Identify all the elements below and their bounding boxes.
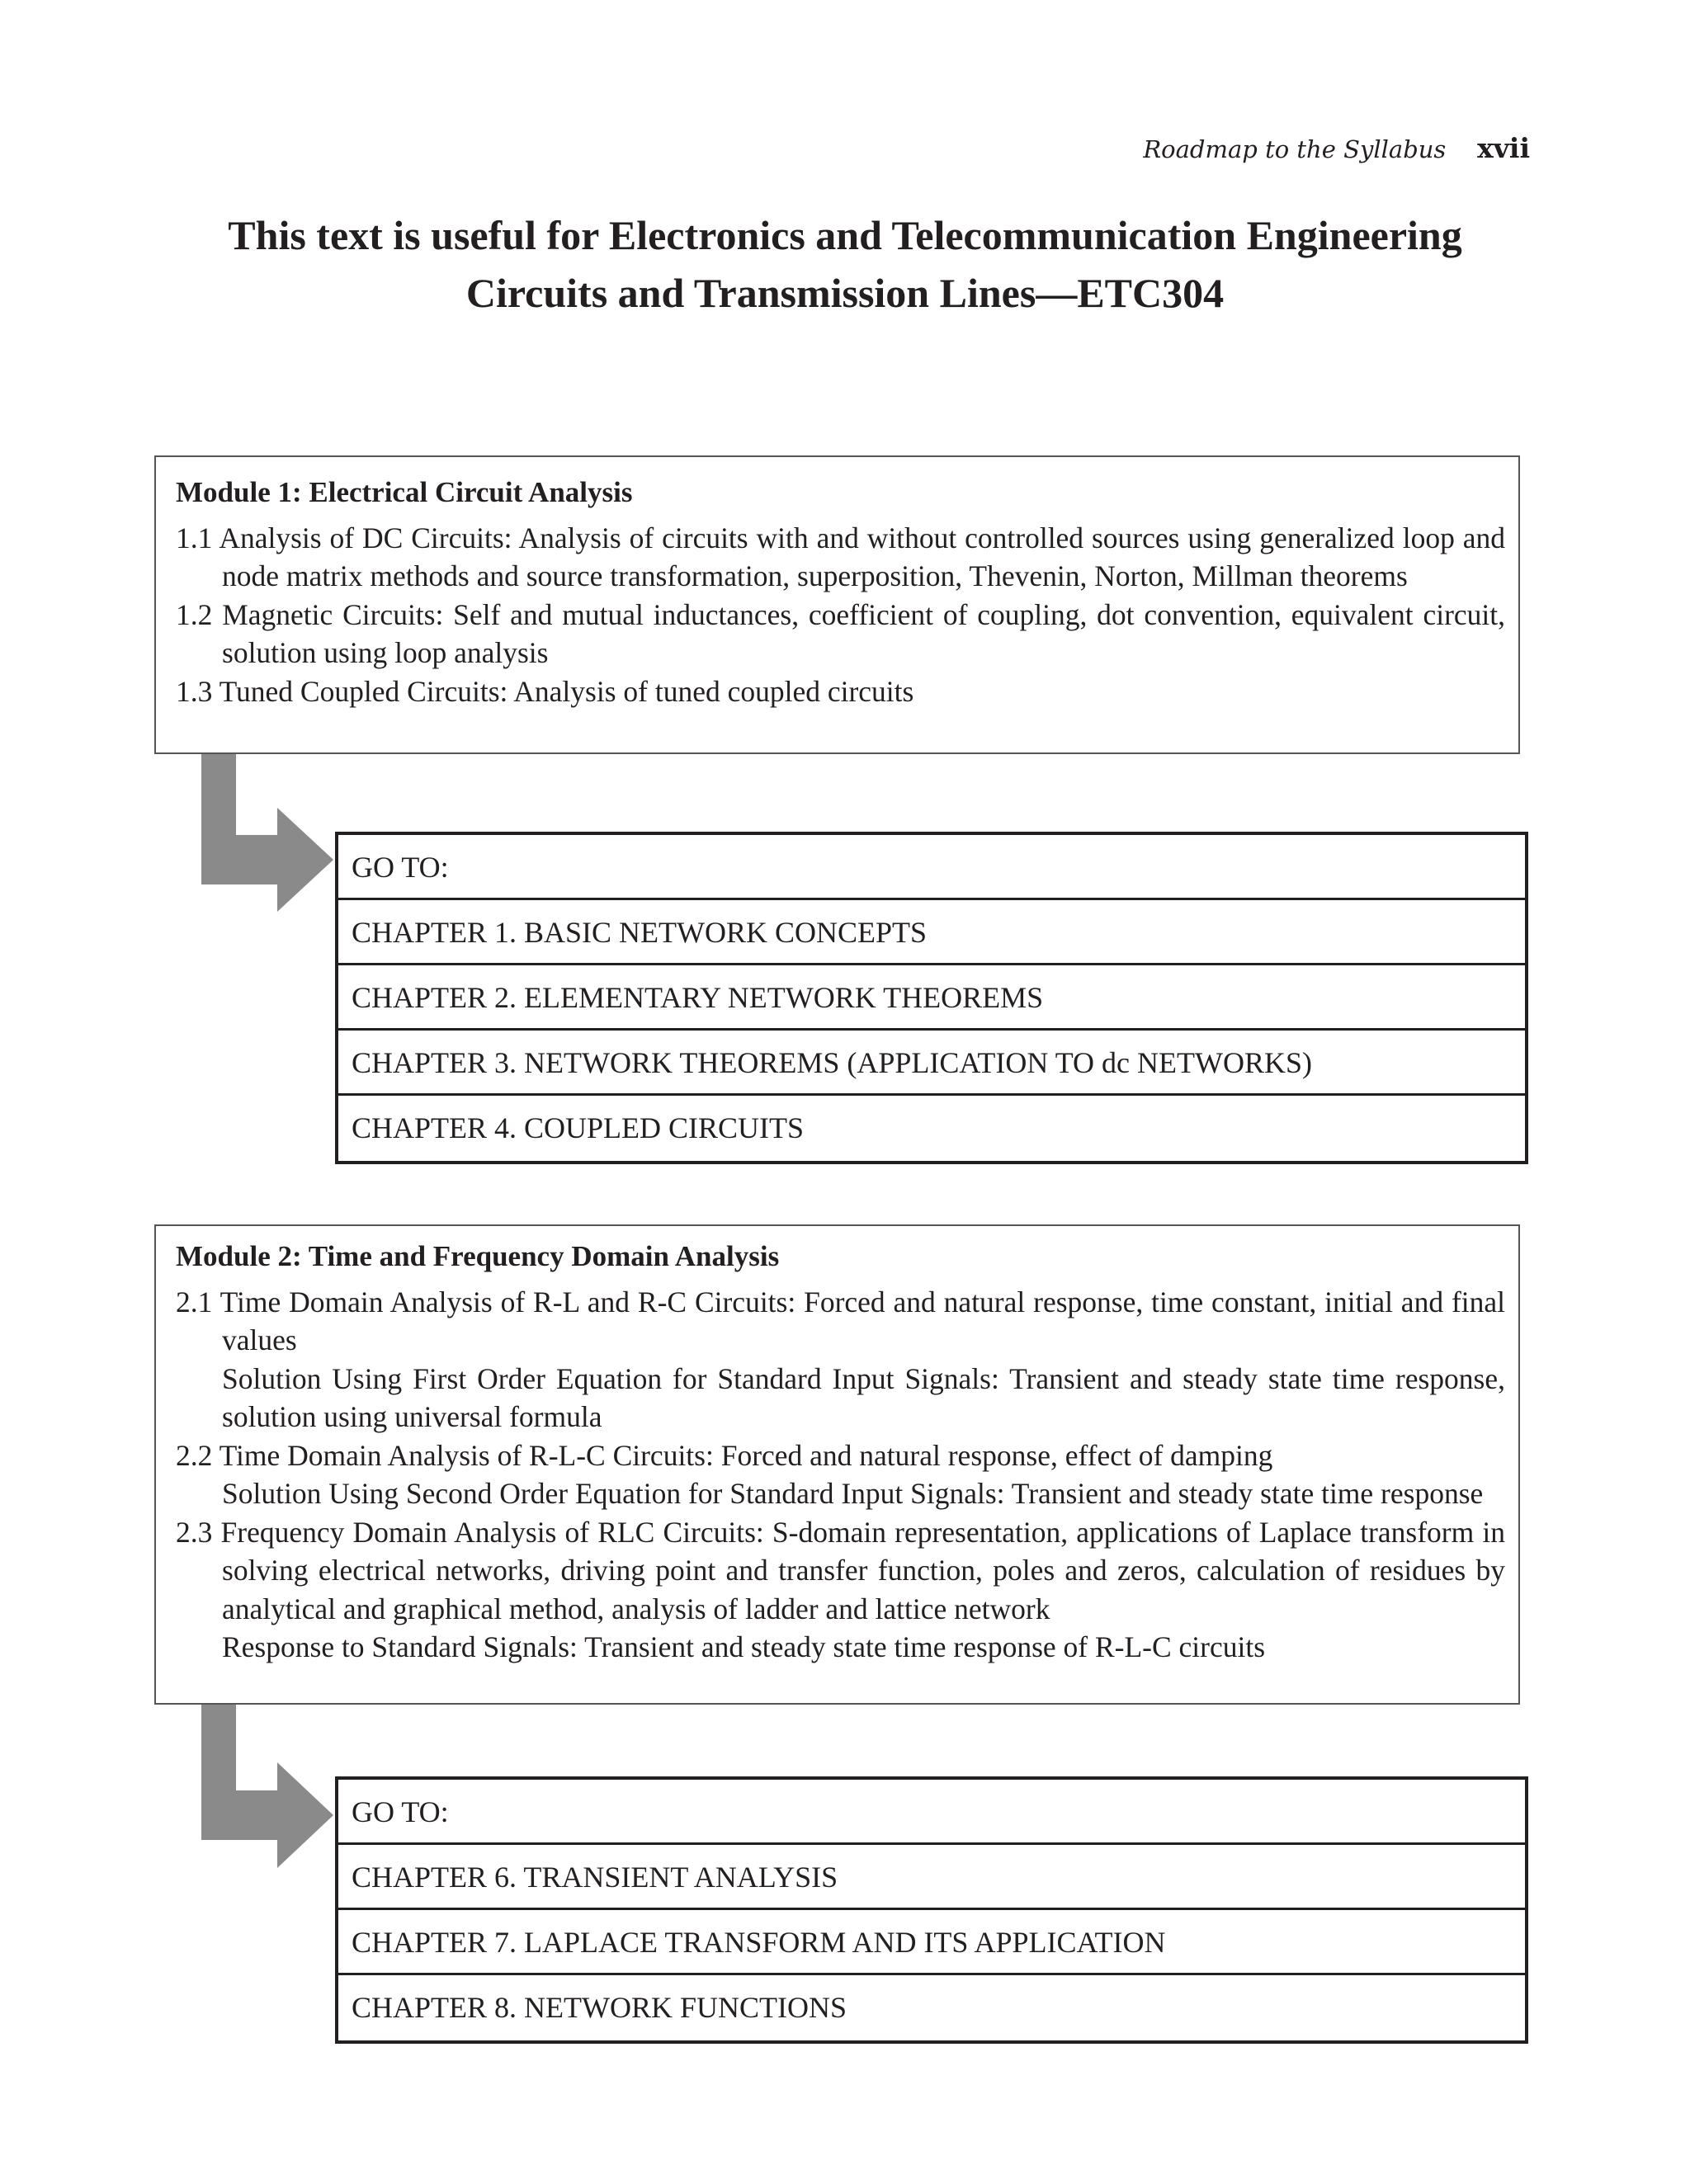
topic-2-1-solution: Solution Using First Order Equation for Standard Input Signals: Transient and steady state time response, solution using universal formula <box>222 1361 1505 1433</box>
topic-1-1: 1.1 Analysis of DC Circuits: Analysis of circuits with and without controlled sources using generalized loop and node matrix methods and source transformation, superposition, Thevenin, Norton, Millman theorems <box>176 521 1505 592</box>
chapter-link[interactable]: CHAPTER 7. LAPLACE TRANSFORM AND ITS APPLICATION <box>338 1910 1525 1975</box>
module-title: Module 2: Time and Frequency Domain Analysis <box>176 1240 780 1272</box>
module-title: Module 1: Electrical Circuit Analysis <box>176 476 633 508</box>
chapter-link[interactable]: CHAPTER 1. BASIC NETWORK CONCEPTS <box>338 900 1525 965</box>
topic-1-2: 1.2 Magnetic Circuits: Self and mutual inductances, coefficient of coupling, dot convention, equivalent circuit, solution using loop analysis <box>176 597 1505 669</box>
page-title-line-1: This text is useful for Electronics and Telecommunication Engineering <box>228 212 1462 258</box>
page-title-line-2: Circuits and Transmission Lines—ETC304 <box>465 270 1225 316</box>
topic-2-2: 2.2 Time Domain Analysis of R-L-C Circuits: Forced and natural response, effect of damping <box>176 1438 1273 1472</box>
chapter-link[interactable]: CHAPTER 2. ELEMENTARY NETWORK THEOREMS <box>338 965 1525 1031</box>
chapter-link[interactable]: CHAPTER 8. NETWORK FUNCTIONS <box>352 1991 847 2024</box>
chapter-link[interactable]: CHAPTER 4. COUPLED CIRCUITS <box>352 1111 805 1144</box>
topic-2-2-solution: Solution Using Second Order Equation for Standard Input Signals: Transient and steady state time response <box>222 1477 1484 1510</box>
module-1-goto-box <box>335 832 1528 1164</box>
topic-1-3: 1.3 Tuned Coupled Circuits: Analysis of tuned coupled circuits <box>176 674 914 708</box>
module-2-box <box>154 1224 1520 1705</box>
chapter-link[interactable]: CHAPTER 6. TRANSIENT ANALYSIS <box>338 1845 1525 1910</box>
goto-label: GO TO: <box>338 835 1525 900</box>
topic-2-3-response: Response to Standard Signals: Transient and steady state time response of R-L-C circuits <box>222 1630 1266 1663</box>
topic-2-3: 2.3 Frequency Domain Analysis of RLC Circuits: S-domain representation, applications of Laplace transform in solving electrical networks, driving point and transfer function, poles and zeros, calculation of residues by analytical and graphical method, analysis of ladder and lattice network <box>176 1515 1505 1625</box>
arrow-icon <box>201 754 337 916</box>
arrow-icon <box>201 1705 337 1871</box>
running-head-title: Roadmap to the Syllabus <box>1143 135 1447 163</box>
topic-2-1: 2.1 Time Domain Analysis of R-L and R-C Circuits: Forced and natural response, time constant, initial and final values <box>176 1285 1505 1356</box>
module-2-goto-box <box>335 1776 1528 2044</box>
running-head <box>1143 132 1530 166</box>
goto-label: GO TO: <box>338 1780 1525 1845</box>
chapter-link[interactable]: CHAPTER 3. NETWORK THEOREMS (APPLICATION TO dc NETWORKS) <box>338 1031 1525 1096</box>
page-title <box>124 206 1566 322</box>
module-1-box <box>154 455 1520 754</box>
page-number: xvii <box>1477 132 1530 164</box>
